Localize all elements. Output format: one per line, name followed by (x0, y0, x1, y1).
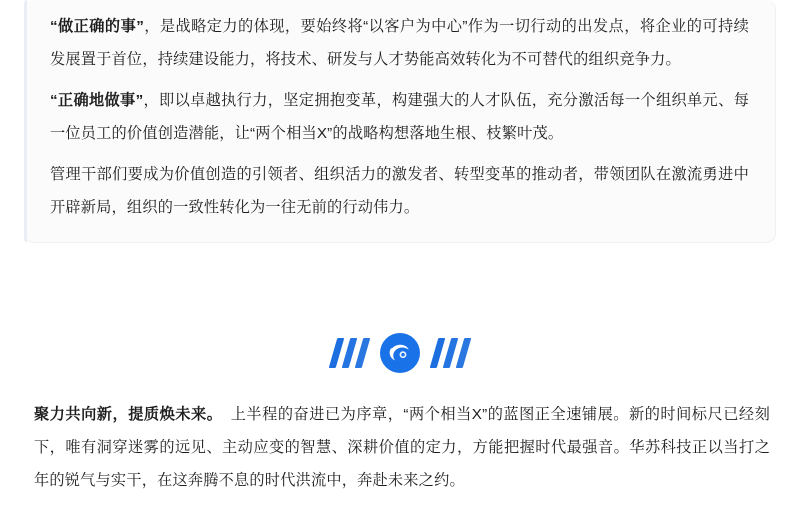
paragraph-lead-1: “做正确的事” (50, 18, 144, 35)
closing-lead: 聚力共向新，提质焕未来。 (34, 406, 223, 423)
paragraph-do-right-things (50, 10, 749, 76)
closing-paragraph (34, 398, 770, 497)
slash-mark-icon (355, 338, 371, 368)
paragraph-do-things-right (50, 84, 749, 150)
company-logo-icon (380, 333, 420, 373)
paragraph-management-cadre (50, 158, 749, 224)
paragraph-body-1: ，是战略定力的体现，要始终将“以客户为中心”作为一切行动的出发点，将企业的可持续发展置于首位，持续建设能力，将技术、研发与人才势能高效转化为不可替代的组织竞争力。 (50, 18, 749, 68)
paragraph-body-2: ，即以卓越执行力，坚定拥抱变革，构建强大的人才队伍，充分激活每一个组织单元、每一位员工的价值创造潜能，让“两个相当X”的战略构想落地生根、枝繁叶茂。 (50, 92, 749, 142)
card-accent-bar (24, 0, 27, 242)
paragraph-body-3: 管理干部们要成为价值创造的引领者、组织活力的激发者、转型变革的推动者，带领团队在激流勇进中开辟新局，组织的一致性转化为一往无前的行动伟力。 (50, 166, 749, 216)
slashes-right (434, 338, 467, 368)
highlight-card (24, 0, 776, 243)
logo-divider (0, 318, 800, 388)
slash-mark-icon (456, 338, 472, 368)
slashes-left (333, 338, 366, 368)
paragraph-lead-2: “正确地做事” (50, 92, 144, 109)
closing-body: 上半程的奋进已为序章，“两个相当X”的蓝图正全速铺展。新的时间标尺已经刻下，唯有洞穿迷雾的远见、主动应变的智慧、深耕价值的定力，方能把握时代最强音。华苏科技正以当打之年的锐气与实干，在这奔腾不息的时代洪流中，奔赴未来之约。 (34, 406, 770, 489)
